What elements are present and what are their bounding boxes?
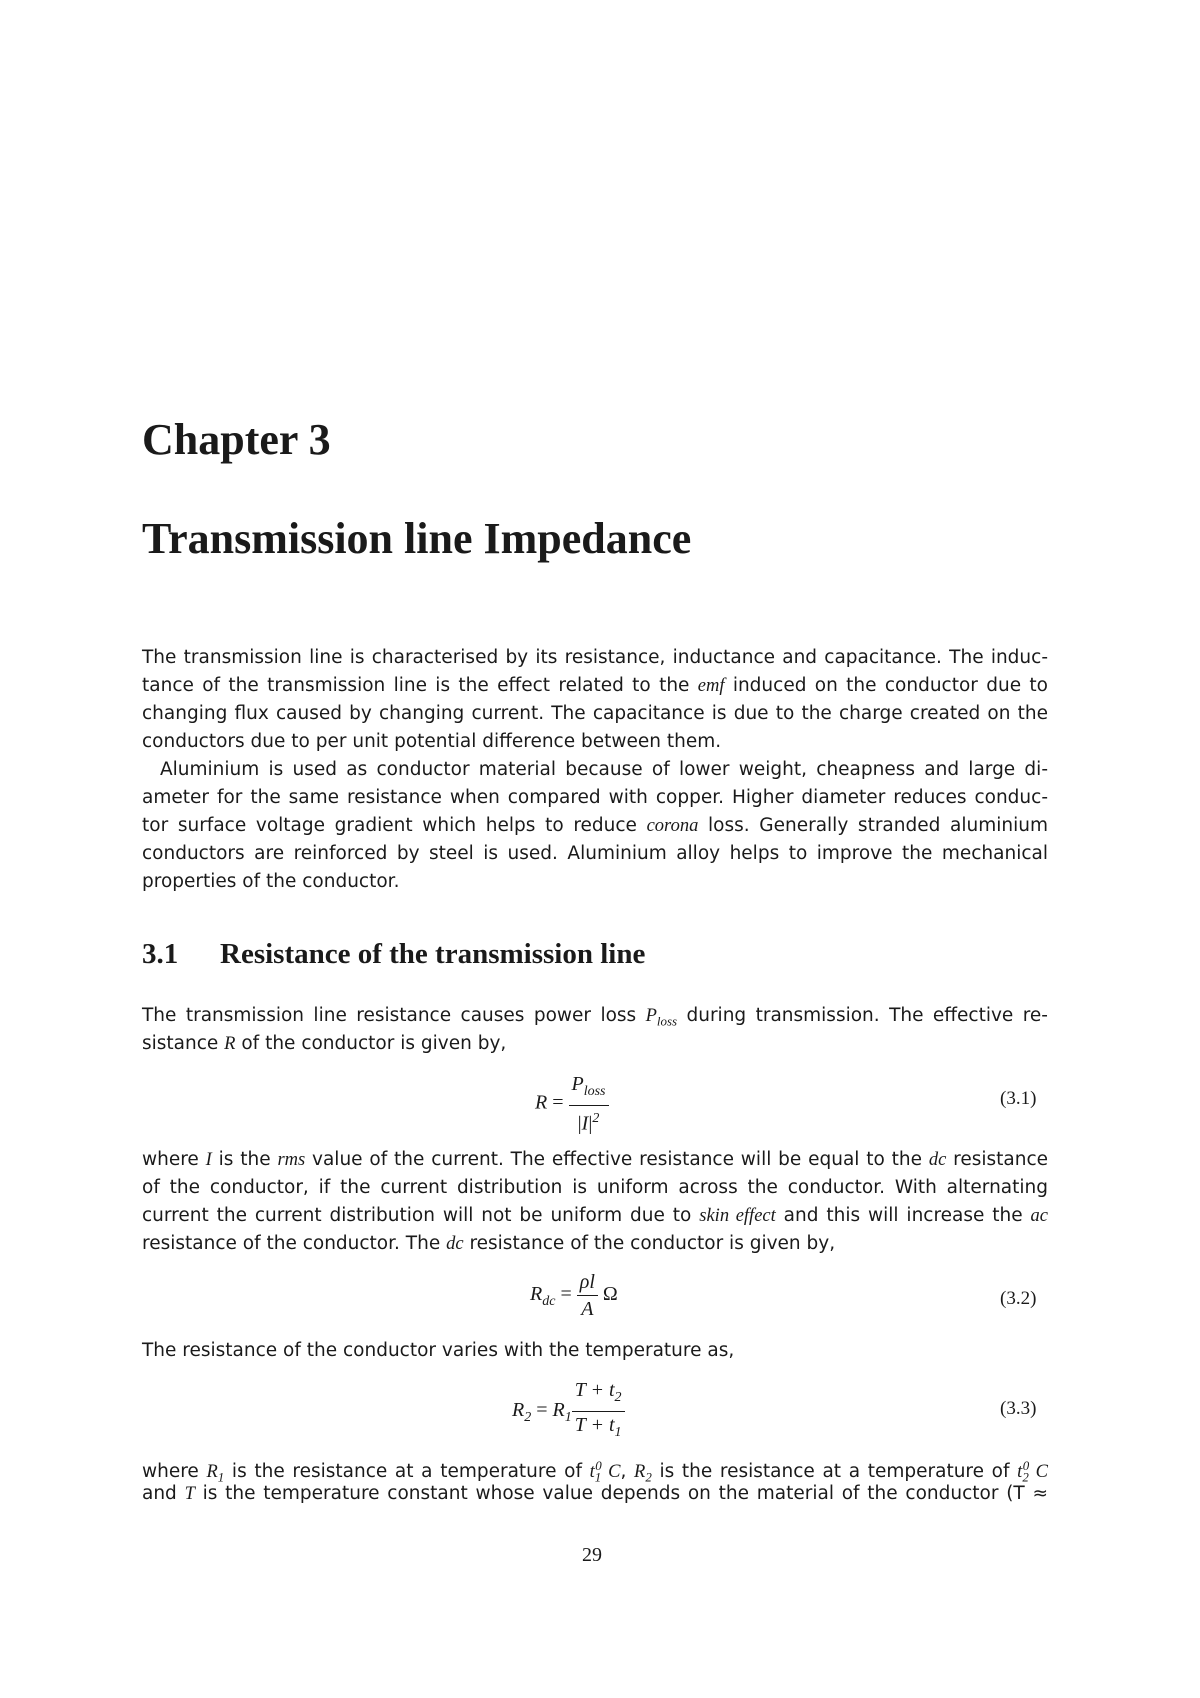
- chapter-title: Transmission line Impedance: [142, 514, 692, 563]
- section-title: Resistance of the transmission line: [220, 938, 646, 970]
- section-number: 3.1: [142, 938, 179, 970]
- equation-number-3-3: (3.3): [1000, 1398, 1037, 1419]
- emf-term: emf: [697, 676, 725, 696]
- equation-3-1: R = $\frac{P_{loss}}{|I|^2}$: [535, 1072, 609, 1136]
- section-line-3: where I is the rms value of the current. The effective resistance will be equal to the dc resistance: [142, 1149, 1049, 1170]
- equation-3-2: $R_{dc}$ = $\frac{\rho l}{A}$ Ω: [530, 1271, 618, 1320]
- section-line-7: The resistance of the conductor varies with the temperature as,: [142, 1340, 735, 1361]
- intro-p2-line-2: ameter for the same resistance when compared with copper. Higher diameter reduces conduc-: [142, 787, 1048, 808]
- intro-p2-line-1: Aluminium is used as conductor material because of lower weight, cheapness and large di-: [160, 759, 1048, 780]
- section-line-2: sistance R of the conductor is given by,: [142, 1033, 507, 1054]
- intro-p1-line-3: changing flux caused by changing current. The capacitance is due to the charge created on the: [142, 703, 1048, 724]
- section-line-5: current the current distribution will not be uniform due to skin effect and this will increase the ac: [142, 1205, 1049, 1226]
- intro-p1-line-4: conductors due to per unit potential difference between them.: [142, 731, 722, 752]
- section-line-8: where $R_1$ is the resistance at a temperature of $t_1^0$ C, $R_2$ is the resistance at a temperature of $t_2^0$ C: [142, 1458, 1048, 1485]
- corona-term: corona: [646, 816, 699, 836]
- section-line-6: resistance of the conductor. The dc resistance of the conductor is given by,: [142, 1233, 836, 1254]
- equation-3-3: $R_2 = R_1$ $\frac{T + t_2}{T + t_1}$: [512, 1378, 625, 1445]
- section-line-1: The transmission line resistance causes power loss $P_{loss}$ during transmission. The effective re-: [142, 1005, 1048, 1029]
- section-line-4: of the conductor, if the current distribution is uniform across the conductor. With alternating: [142, 1177, 1048, 1198]
- page-number: 29: [582, 1544, 602, 1566]
- intro-p2-line-5: properties of the conductor.: [142, 871, 400, 892]
- intro-p1-line-2: tance of the transmission line is the effect related to the emf induced on the conductor due to: [142, 675, 1048, 696]
- equation-number-3-1: (3.1): [1000, 1088, 1037, 1109]
- section-line-9: and T is the temperature constant whose value depends on the material of the conductor (T ≈: [142, 1483, 1048, 1504]
- intro-p2-line-3: tor surface voltage gradient which helps to reduce corona loss. Generally stranded aluminium: [142, 815, 1048, 836]
- chapter-label: Chapter 3: [142, 415, 331, 464]
- equation-number-3-2: (3.2): [1000, 1288, 1037, 1309]
- intro-p1-line-1: The transmission line is characterised by its resistance, inductance and capacitance. The induc-: [142, 647, 1048, 668]
- intro-p2-line-4: conductors are reinforced by steel is used. Aluminium alloy helps to improve the mechanical: [142, 843, 1048, 864]
